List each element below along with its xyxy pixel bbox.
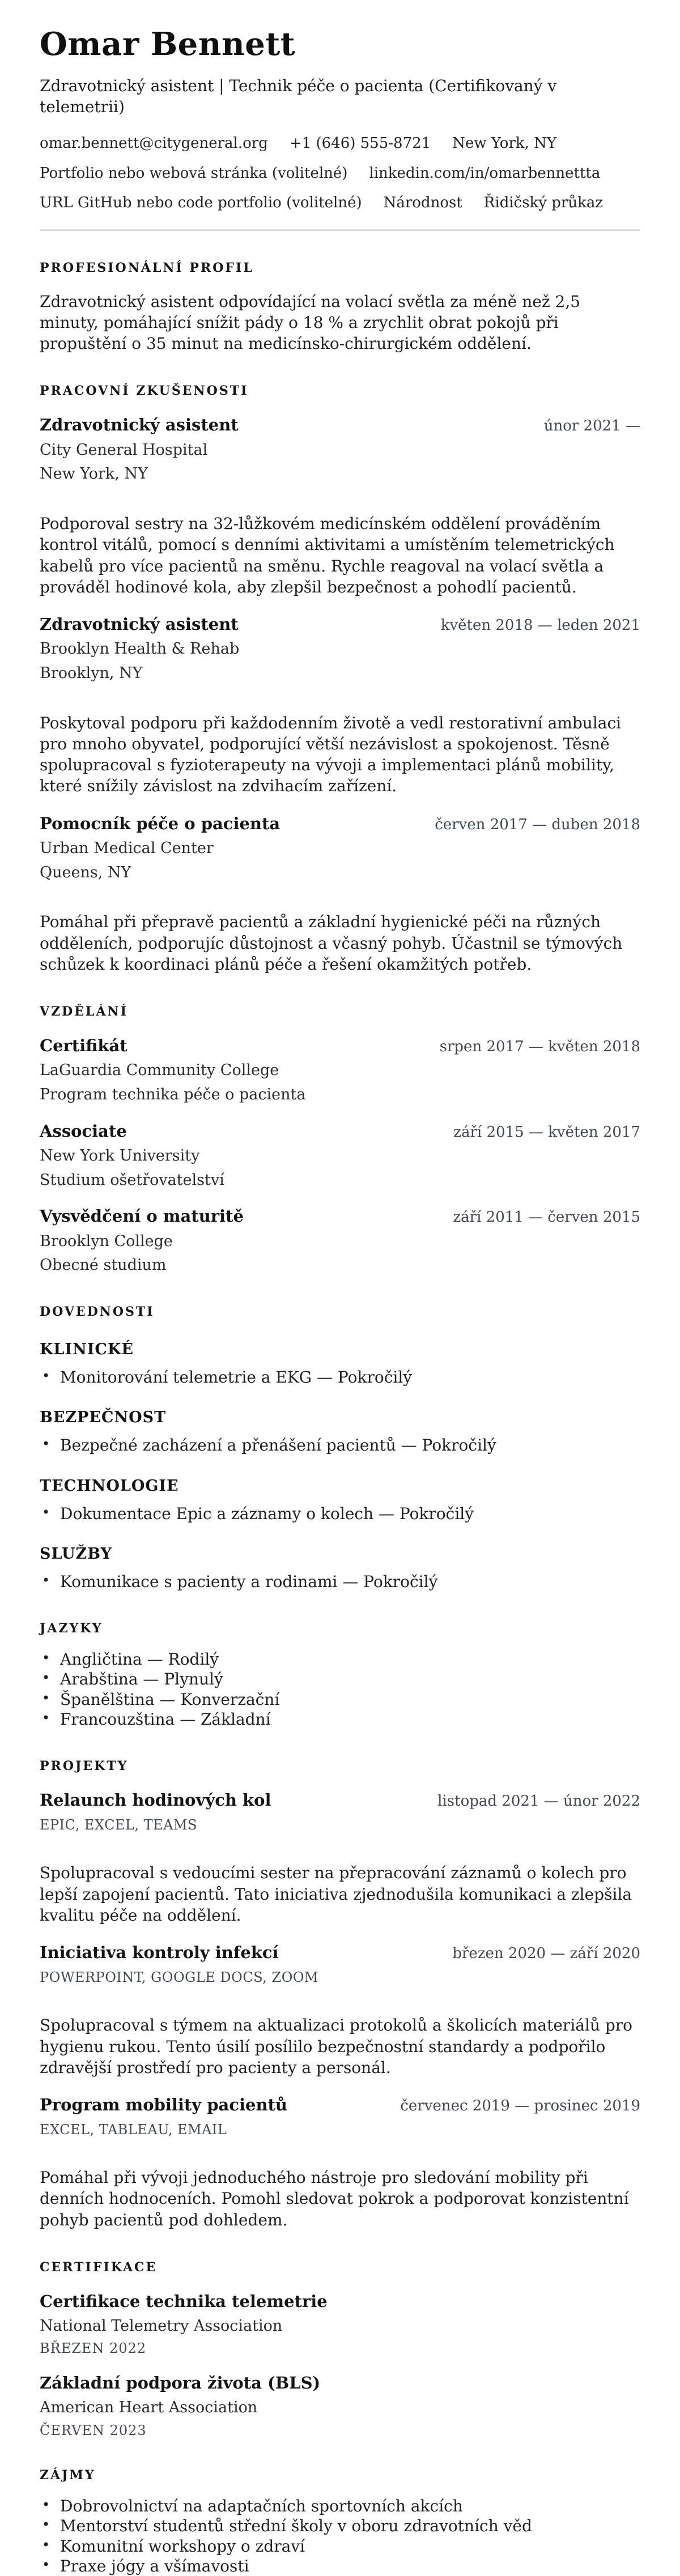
experience-heading: PRACOVNÍ ZKUŠENOSTI: [40, 383, 249, 399]
skills-heading: DOVEDNOSTI: [40, 1304, 155, 1320]
section-profile: [40, 261, 640, 355]
education-entry: [40, 1036, 640, 1104]
education-program: Obecné studium: [40, 1256, 167, 1274]
skill-group: [40, 1341, 640, 1387]
skill-group: [40, 1477, 640, 1524]
job-location: Queens, NY: [40, 863, 131, 881]
contact-nationality-label: Národnost: [383, 194, 462, 212]
contact-license-label: Řidičský průkaz: [483, 194, 604, 212]
contact-row-links: [40, 164, 640, 183]
skill-group-name: SLUŽBY: [40, 1545, 112, 1563]
education-degree: Certifikát: [40, 1036, 128, 1056]
job-description: Pomáhal při přepravě pacientů a základní hygienické péči na různých odděleních, podporujíc důstojnost a včasný pohyb. Účastnil se týmových schůzek k koordinaci plánů péče a řešení okamžitých potřeb.: [40, 912, 623, 974]
skill-group-name: BEZPEČNOST: [40, 1409, 167, 1427]
job-title: Zdravotnický asistent: [40, 415, 239, 435]
contact-linkedin: linkedin.com/in/omarbennettta: [369, 164, 601, 182]
skill-list: [40, 1367, 640, 1387]
language-item: • Francouzština — Základní: [40, 1709, 640, 1729]
job-company: City General Hospital: [40, 441, 208, 459]
education-degree: Vysvědčení o maturitě: [40, 1206, 244, 1226]
project-entry-head: [40, 2095, 640, 2115]
education-entry: [40, 1206, 640, 1275]
project-dates: listopad 2021 — únor 2022: [437, 1793, 640, 1810]
project-title: Program mobility pacientů: [40, 2095, 288, 2114]
contact-location: New York, NY: [452, 135, 557, 152]
languages-heading: JAZYKY: [40, 1621, 103, 1636]
language-list: [40, 1649, 640, 1729]
certification-title: Základní podpora života (BLS): [40, 2373, 321, 2393]
project-description: Pomáhal při vývoji jednoduchého nástroje pro sledování mobility při denních hodnoceních. Pomohl sledovat pokrok a podporovat konzistentní pohyb pacientů pod dohledem.: [40, 2168, 629, 2229]
project-entry: [40, 1943, 640, 2078]
job-dates: únor 2021 —: [543, 417, 640, 435]
skill-list: [40, 1572, 640, 1592]
language-item: • Arabština — Plynulý: [40, 1669, 640, 1689]
project-tools: POWERPOINT, GOOGLE DOCS, ZOOM: [40, 1969, 319, 1986]
project-dates: červenec 2019 — prosinec 2019: [400, 2097, 640, 2114]
job-dates: květen 2018 — leden 2021: [440, 617, 640, 634]
job-location: New York, NY: [40, 465, 148, 483]
job-company: Brooklyn Health & Rehab: [40, 640, 240, 658]
contact-row-extra: [40, 194, 640, 212]
certification-entry: [40, 2292, 640, 2357]
project-description: Spolupracoval s týmem na aktualizaci protokolů a školicích materiálů pro hygienu rukou. Tento úsilí posílilo bezpečnostní standardy a podpořilo zdravější prostředí pro pacienty a personál.: [40, 2016, 633, 2077]
education-program: Studium ošetřovatelství: [40, 1171, 224, 1189]
job-title: Zdravotnický asistent: [40, 615, 239, 634]
project-title: Iniciativa kontroly infekcí: [40, 1943, 279, 1963]
certification-title: Certifikace technika telemetrie: [40, 2291, 328, 2311]
job-company: Urban Medical Center: [40, 839, 214, 857]
education-school: LaGuardia Community College: [40, 1061, 279, 1080]
contact-row-primary: [40, 134, 640, 153]
job-entry: [40, 615, 640, 797]
skill-item: • Dokumentace Epic a záznamy o kolech — Pokročilý: [40, 1504, 640, 1524]
project-title: Relaunch hodinových kol: [40, 1790, 271, 1810]
skill-group-name: TECHNOLOGIE: [40, 1477, 179, 1495]
education-school: Brooklyn College: [40, 1232, 173, 1250]
job-entry-head: [40, 615, 640, 634]
education-dates: září 2011 — červen 2015: [453, 1209, 640, 1226]
contact-block: [40, 134, 640, 212]
section-projects: [40, 1759, 640, 2230]
project-tools: EPIC, EXCEL, TEAMS: [40, 1817, 198, 1833]
certification-date: BŘEZEN 2022: [40, 2340, 147, 2357]
skill-list: [40, 1435, 640, 1455]
certifications-heading: CERTIFIKACE: [40, 2259, 158, 2275]
job-dates: červen 2017 — duben 2018: [435, 816, 640, 833]
job-entry-head: [40, 814, 640, 834]
section-languages: [40, 1621, 640, 1729]
profile-text: Zdravotnický asistent odpovídající na volací světla za méně než 2,5 minuty, pomáhající snížit pády o 18 % a zrychlit obrat pokojů při propuštění o 35 minut na medicínsko-chirurgickém oddělení.: [40, 292, 581, 353]
project-dates: březen 2020 — září 2020: [452, 1945, 640, 1963]
section-interests: [40, 2468, 640, 2576]
contact-phone: +1 (646) 555-8721: [289, 135, 431, 152]
education-entry-head: [40, 1036, 640, 1056]
section-skills: [40, 1304, 640, 1592]
skill-list: [40, 1504, 640, 1524]
education-dates: srpen 2017 — květen 2018: [439, 1038, 640, 1056]
project-entry-head: [40, 1790, 640, 1810]
resume-header: [40, 26, 640, 231]
certification-date: ČERVEN 2023: [40, 2422, 147, 2438]
job-entry: [40, 814, 640, 975]
job-description: Poskytoval podporu při každodenním životě a vedl restorativní ambulaci pro mnoho obyvatel, podporující větší nezávislost a spokojenost. Těsně spolupracoval s fyzioterapeuty na vývoji a implementaci plánů mobility, které snížily závislost na zdvihacím zařízení.: [40, 713, 622, 796]
interest-item: • Mentorství studentů střední školy v oboru zdravotních věd: [40, 2516, 640, 2536]
skill-item: • Monitorování telemetrie a EKG — Pokročilý: [40, 1367, 640, 1387]
job-title: Pomocník péče o pacienta: [40, 813, 280, 833]
contact-github-label: URL GitHub nebo code portfolio (volitelné): [40, 194, 362, 212]
job-location: Brooklyn, NY: [40, 664, 143, 682]
section-education: [40, 1004, 640, 1275]
education-entry: [40, 1121, 640, 1190]
interest-item: • Dobrovolnictví na adaptačních sportovních akcích: [40, 2496, 640, 2516]
candidate-name: Omar Bennett: [40, 25, 296, 63]
project-description: Spolupracoval s vedoucími sester na přepracování záznamů o kolech pro lepší zapojení pacientů. Tato iniciativa zjednodušila komunikaci a zlepšila kvalitu péče na oddělení.: [40, 1863, 632, 1925]
language-item: • Angličtina — Rodilý: [40, 1649, 640, 1669]
education-school: New York University: [40, 1146, 200, 1165]
certification-entry: [40, 2373, 640, 2438]
job-description: Podporoval sestry na 32-lůžkovém medicínském oddělení prováděním kontrol vitálů, pomocí s denními aktivitami a umístěním telemetrických kabelů pro více pacientů na směnu. Rychle reagoval na volací světla a prováděl hodinové kola, aby zlepšil bezpečnost a pohodlí pacientů.: [40, 514, 615, 596]
skill-group-name: KLINICKÉ: [40, 1341, 134, 1359]
candidate-tagline: Zdravotnický asistent | Technik péče o pacienta (Certifikovaný v telemetrii): [40, 76, 557, 116]
interest-item: • Komunitní workshopy o zdraví: [40, 2536, 640, 2556]
job-entry: [40, 415, 640, 598]
skill-group: [40, 1409, 640, 1455]
education-entry-head: [40, 1121, 640, 1141]
certification-org: National Telemetry Association: [40, 2317, 283, 2335]
projects-heading: PROJEKTY: [40, 1759, 129, 1774]
education-degree: Associate: [40, 1121, 127, 1141]
project-entry: [40, 1790, 640, 1926]
interest-item: • Praxe jógy a všímavosti: [40, 2556, 640, 2576]
skill-group: [40, 1545, 640, 1592]
education-heading: VZDĚLÁNÍ: [40, 1004, 128, 1020]
education-program: Program technika péče o pacienta: [40, 1085, 306, 1103]
language-item: • Španělština — Konverzační: [40, 1690, 640, 1709]
project-entry: [40, 2095, 640, 2230]
skill-item: • Bezpečné zacházení a přenášení pacientů — Pokročilý: [40, 1435, 640, 1455]
skill-item: • Komunikace s pacienty a rodinami — Pokročilý: [40, 1572, 640, 1592]
section-experience: [40, 383, 640, 975]
education-dates: září 2015 — květen 2017: [453, 1123, 640, 1141]
education-entry-head: [40, 1206, 640, 1226]
project-tools: EXCEL, TABLEAU, EMAIL: [40, 2122, 227, 2138]
job-entry-head: [40, 415, 640, 435]
interest-list: [40, 2496, 640, 2576]
section-certifications: [40, 2260, 640, 2438]
contact-email: omar.bennett@citygeneral.org: [40, 135, 268, 152]
interests-heading: ZÁJMY: [40, 2467, 96, 2483]
certification-org: American Heart Association: [40, 2399, 258, 2417]
header-divider: [40, 229, 640, 231]
project-entry-head: [40, 1943, 640, 1963]
contact-portfolio-label: Portfolio nebo webová stránka (volitelné): [40, 164, 348, 182]
profile-heading: PROFESIONÁLNÍ PROFIL: [40, 260, 254, 275]
